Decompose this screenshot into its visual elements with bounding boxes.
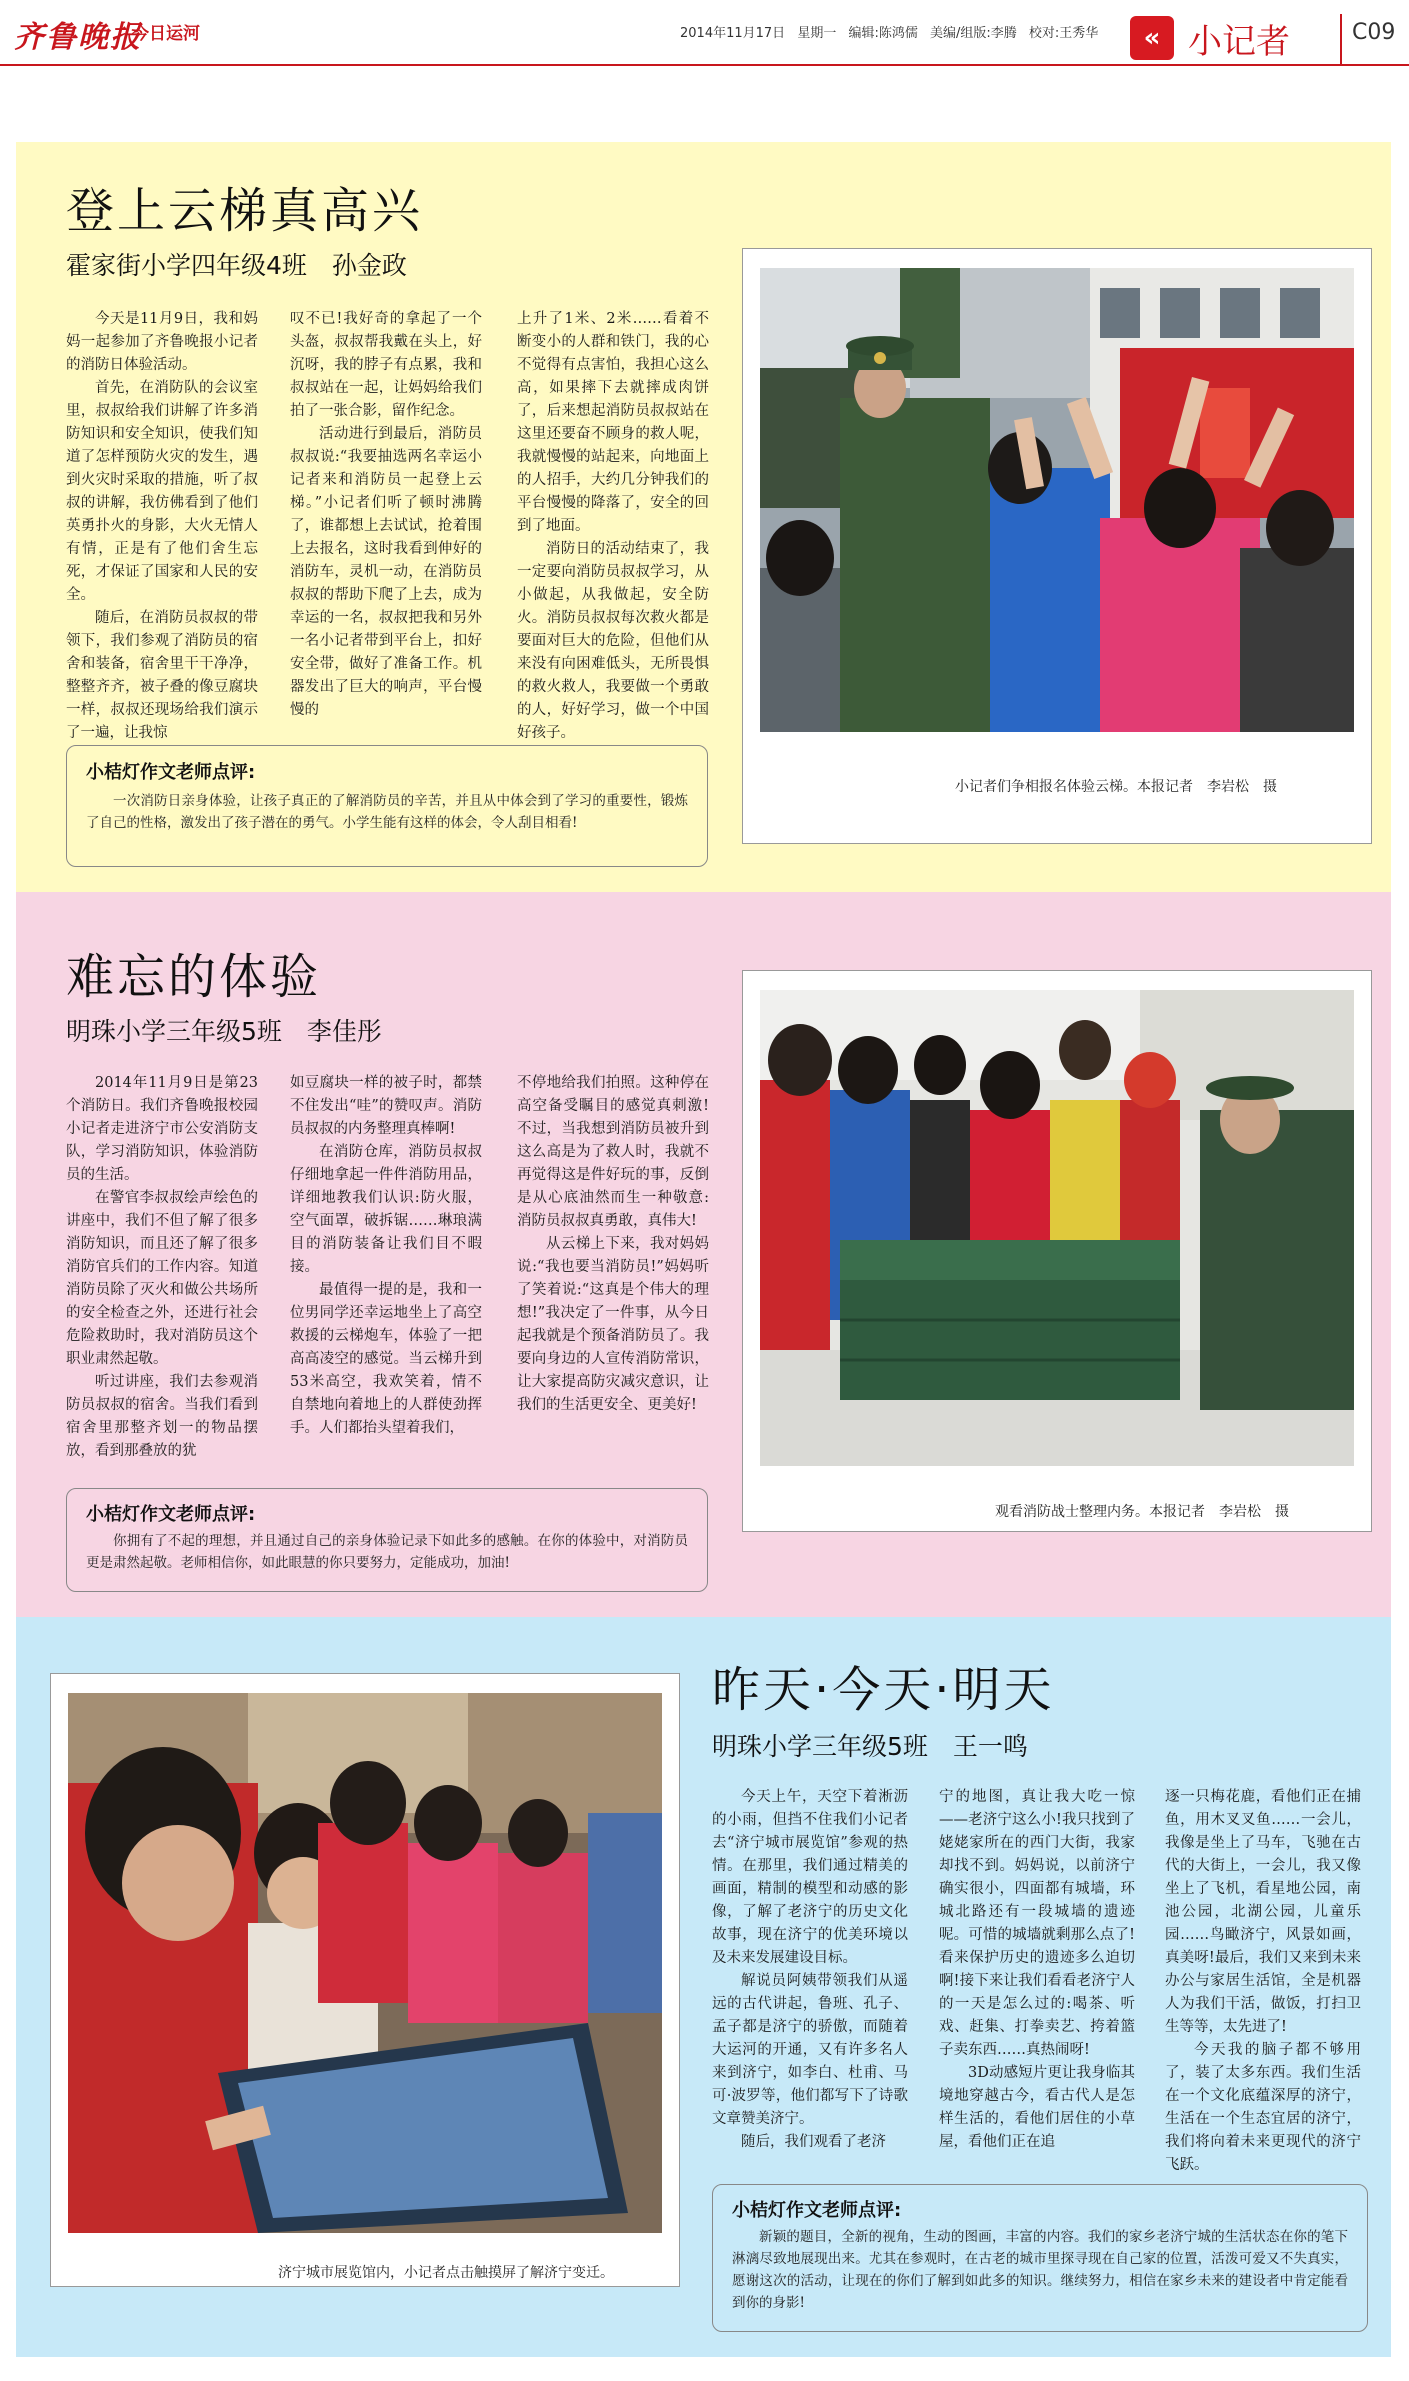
article1-col3 (517, 308, 709, 745)
paragraph: 逐一只梅花鹿，看他们正在捕鱼，用木叉叉鱼……一会儿，我像是坐上了马车，飞驰在古代的大街上，一会儿，我又像坐上了飞机，看星地公园，南池公园，北湖公园，儿童乐园……鸟瞰济宁，风景如画，真美呀!最后，我们又来到未来办公与家居生活馆，全是机器人为我们干活，做饭，打扫卫生等等，太先进了! (1165, 1789, 1361, 2035)
paragraph: 叹不已!我好奇的拿起了一个头盔，叔叔帮我戴在头上，好沉呀，我的脖子有点累，我和叔叔站在一起，让妈妈给我们拍了一张合影，留作纪念。 (290, 311, 482, 419)
paragraph: 不停地给我们拍照。这种停在高空备受瞩目的感觉真刺激!不过，当我想到消防员被升到这么高是为了救人时，我就不再觉得这是件好玩的事，反倒是从心底油然而生一种敬意:消防员叔叔真勇敢，真伟大! (517, 1075, 709, 1229)
article3-comment-text (732, 2226, 1348, 2314)
paragraph: 3D动感短片更让我身临其境地穿越古今，看古代人是怎样生活的，看他们居住的小草屋，看他们正在追 (939, 2065, 1135, 2150)
paragraph: 随后，在消防员叔叔的带领下，我们参观了消防员的宿舍和装备，宿舍里干干净净，整整齐齐，被子叠的像豆腐块一样，叔叔还现场给我们演示了一遍，让我惊 (66, 610, 258, 741)
paragraph: 今天是11月9日，我和妈妈一起参加了齐鲁晚报小记者的消防日体验活动。 (66, 311, 258, 373)
paragraph: 活动进行到最后，消防员叔叔说:“我要抽选两名幸运小记者来和消防员一起登上云梯。”小记者们听了顿时沸腾了，谁都想上去试试，抢着围上去报名，这时我看到伸好的消防车，灵机一动，在消防员叔叔的帮助下爬了上去，成为幸运的一名，叔叔把我和另外一名小记者带到平台上，扣好安全带，做好了准备工作。机器发出了巨大的响声，平台慢慢的 (290, 426, 482, 718)
paragraph: 今天上午，天空下着淅沥的小雨，但挡不住我们小记者去“济宁城市展览馆”参观的热情。在那里，我们通过精美的画面，精制的模型和动感的影像，了解了老济宁的历史文化故事，现在济宁的优美环境以及未来发展建设目标。 (712, 1789, 908, 1966)
article2-col2 (290, 1072, 482, 1440)
weekday: 星期一 (797, 26, 837, 41)
article1-comment-title: 小桔灯作文老师点评: (86, 762, 256, 783)
header-divider (1340, 14, 1342, 64)
designer: 美编/组版:李腾 (930, 26, 1017, 41)
article3-title: 昨天·今天·明天 (712, 1662, 1055, 1718)
comment-paragraph: 新颖的题目，全新的视角，生动的图画，丰富的内容。我们的家乡老济宁城的生活状态在你的笔下淋漓尽致地展现出来。尤其在参观时，在古老的城市里探寻现在自己家的位置，活泼可爱又不失真实，愿谢这次的活动，让现在的你们了解到如此多的知识。继续努力，相信在家乡未来的建设者中肯定能看到你的身影! (732, 2229, 1348, 2311)
article2-byline: 明珠小学三年级5班 李佳彤 (66, 1017, 382, 1046)
paragraph: 首先，在消防队的会议室里，叔叔给我们讲解了许多消防知识和安全知识，使我们知道了怎样预防火灾的发生，遇到火灾时采取的措施，听了叔叔的讲解，我仿佛看到了他们英勇扑火的身影，大火无情人有情，正是有了他们舍生忘死，才保证了国家和人民的安全。 (66, 380, 258, 603)
header-rule (0, 64, 1409, 66)
paragraph: 今天我的脑子都不够用了，装了太多东西。我们生活在一个文化底蕴深厚的济宁，生活在一个生态宜居的济宁，我们将向着未来更现代的济宁飞跃。 (1165, 2042, 1361, 2173)
article3-photo (68, 1693, 662, 2233)
comment-paragraph: 一次消防日亲身体验，让孩子真正的了解消防员的辛苦，并且从中体会到了学习的重要性，锻炼了自己的性格，激发出了孩子潜在的勇气。小学生能有这样的体会，令人刮目相看! (86, 793, 688, 831)
paragraph: 消防日的活动结束了，我一定要向消防员叔叔学习，从小做起，从我做起，安全防火。消防员叔叔每次救火都是要面对巨大的危险，但他们从来没有向困难低头，无所畏惧的救火救人，我要做一个勇敢的人，好好学习，做一个中国好孩子。 (517, 541, 709, 741)
touchscreen-photo (68, 1693, 662, 2233)
edition-name: 今日运河 (132, 24, 200, 44)
article1-photo (760, 268, 1354, 732)
article2-col3 (517, 1072, 709, 1417)
article2-col1 (66, 1072, 258, 1463)
section-title: 小记者 (1188, 22, 1290, 62)
paragraph: 在警官李叔叔绘声绘色的讲座中，我们不但了解了很多消防知识，而且还了解了很多消防官兵们的工作内容。知道消防员除了灭火和做公共场所的安全检查之外，还进行社会危险救助时，我对消防员这个职业肃然起敬。 (66, 1190, 258, 1367)
article3-col2 (939, 1786, 1135, 2154)
article1-col2 (290, 308, 482, 722)
article3-col3 (1165, 1786, 1361, 2177)
article1-title: 登上云梯真高兴 (66, 183, 424, 239)
article2-comment-title: 小桔灯作文老师点评: (86, 1504, 256, 1525)
page-number: C09 (1352, 20, 1396, 45)
article3-comment-title: 小桔灯作文老师点评: (732, 2200, 902, 2221)
paragraph: 在消防仓库，消防员叔叔仔细地拿起一件件消防用品，详细地教我们认识:防火服，空气面罩，破拆锯……琳琅满目的消防装备让我们目不暇接。 (290, 1144, 482, 1275)
article3-byline: 明珠小学三年级5班 王一鸣 (712, 1732, 1028, 1761)
article3-col1 (712, 1786, 908, 2154)
newspaper-logo: 齐鲁晚报 (14, 20, 142, 55)
header-info (680, 22, 1098, 41)
article1-byline: 霍家街小学四年级4班 孙金政 (66, 251, 407, 280)
article1-comment-text (86, 790, 688, 834)
comment-paragraph: 你拥有了不起的理想，并且通过自己的亲身体验记录下如此多的感触。在你的体验中，对消防员更是肃然起敬。老师相信你，如此眼慧的你只要努力，定能成功，加油! (86, 1533, 688, 1571)
paragraph: 解说员阿姨带领我们从遥远的古代讲起，鲁班、孔子、孟子都是济宁的骄傲，而随着大运河的开通，又有许多名人来到济宁，如李白、杜甫、马可·波罗等，他们都写下了诗歌文章赞美济宁。 (712, 1973, 908, 2127)
article2-comment-text (86, 1530, 688, 1574)
issue-date: 2014年11月17日 (680, 26, 786, 41)
paragraph: 上升了1米、2米……看着不断变小的人群和铁门，我的心不觉得有点害怕，我担心这么高，如果摔下去就摔成肉饼了，后来想起消防员叔叔站在这里还要奋不顾身的救人呢，我就慢慢的站起来，向地面上的人招手，大约几分钟我们的平台慢慢的降落了，安全的回到了地面。 (517, 311, 709, 534)
fire-ladder-photo (760, 268, 1354, 732)
paragraph: 听过讲座，我们去参观消防员叔叔的宿舍。当我们看到宿舍里那整齐划一的物品摆放，看到那叠放的犹 (66, 1374, 258, 1459)
editor: 编辑:陈鸿儒 (848, 26, 918, 41)
paragraph: 从云梯上下来，我对妈妈说:“我也要当消防员!”妈妈听了笑着说:“这真是个伟大的理想!”我决定了一件事，从今日起我就是个预备消防员了。我要向身边的人宣传消防常识，让大家提高防灾减灾意识，让我们的生活更安全、更美好! (517, 1236, 709, 1413)
article2-photo (760, 990, 1354, 1466)
article1-col1 (66, 308, 258, 745)
paragraph: 宁的地图，真让我大吃一惊——老济宁这么小!我只找到了姥姥家所在的西门大街，我家却找不到。妈妈说，以前济宁确实很小，四面都有城墙，环城北路还有一段城墙的遗迹呢。可惜的城墙就剩那么点了!看来保护历史的遗迹多么迫切啊!接下来让我们看看老济宁人的一天是怎么过的:喝茶、听戏、赶集、打拳卖艺、挎着篮子卖东西……真热闹呀! (939, 1789, 1135, 2058)
double-chevron-icon: « (1130, 16, 1174, 60)
article1-caption: 小记者们争相报名体验云梯。本报记者 李岩松 摄 (955, 779, 1277, 795)
article3-caption: 济宁城市展览馆内，小记者点击触摸屏了解济宁变迁。 (278, 2265, 614, 2281)
article2-caption: 观看消防战士整理内务。本报记者 李岩松 摄 (995, 1504, 1289, 1520)
folding-quilt-photo (760, 990, 1354, 1466)
proofreader: 校对:王秀华 (1028, 26, 1099, 41)
paragraph: 如豆腐块一样的被子时，都禁不住发出“哇”的赞叹声。消防员叔叔的内务整理真棒啊! (290, 1075, 482, 1137)
paragraph: 最值得一提的是，我和一位男同学还幸运地坐上了高空救援的云梯炮车，体验了一把高高凌空的感觉。当云梯升到53米高空，我欢笑着，情不自禁地向着地上的人群使劲挥手。人们都抬头望着我们， (290, 1282, 482, 1436)
paragraph: 随后，我们观看了老济 (741, 2134, 886, 2150)
article2-title: 难忘的体验 (66, 949, 322, 1005)
paragraph: 2014年11月9日是第23个消防日。我们齐鲁晚报校园小记者走进济宁市公安消防支队，学习消防知识，体验消防员的生活。 (66, 1075, 258, 1183)
